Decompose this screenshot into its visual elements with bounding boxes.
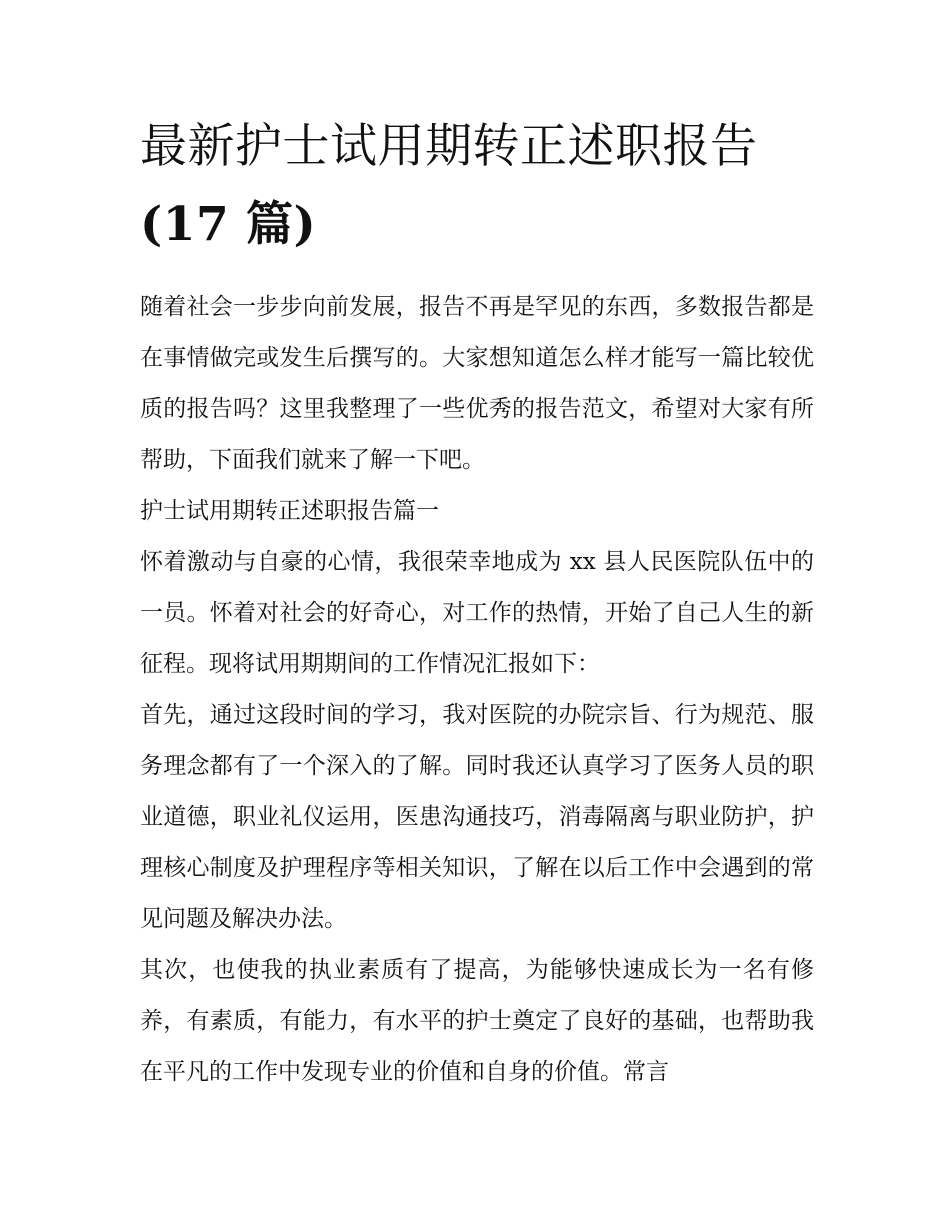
intro-paragraph: 随着社会一步步向前发展，报告不再是罕见的东西，多数报告都是在事情做完或发生后撰写的。大家想知道怎么样才能写一篇比较优质的报告吗？这里我整理了一些优秀的报告范文，希望对大家有所帮助，下面我们就来了解一下吧。	[140, 294, 814, 473]
body-paragraph: 怀着激动与自豪的心情，我很荣幸地成为 xx 县人民医院队伍中的一员。怀着对社会的好奇心，对工作的热情，开始了自己人生的新征程。现将试用期期间的工作情况汇报如下：	[140, 549, 814, 677]
document-body	[140, 282, 814, 1098]
title-line-2: (17 篇)	[140, 197, 317, 252]
body-paragraph: 其次，也使我的执业素质有了提高，为能够快速成长为一名有修养，有素质，有能力，有水平的护士奠定了良好的基础，也帮助我在平凡的工作中发现专业的价值和自身的价值。常言	[140, 957, 814, 1085]
document-page	[140, 108, 814, 1098]
body-paragraph: 首先，通过这段时间的学习，我对医院的办院宗旨、行为规范、服务理念都有了一个深入的了解。同时我还认真学习了医务人员的职业道德，职业礼仪运用，医患沟通技巧，消毒隔离与职业防护，护理核心制度及护理程序等相关知识，了解在以后工作中会遇到的常见问题及解决办法。	[140, 702, 814, 932]
document-title	[140, 108, 814, 264]
section-heading: 护士试用期转正述职报告篇一	[140, 498, 439, 524]
title-line-1: 最新护士试用期转正述职报告	[140, 119, 758, 174]
